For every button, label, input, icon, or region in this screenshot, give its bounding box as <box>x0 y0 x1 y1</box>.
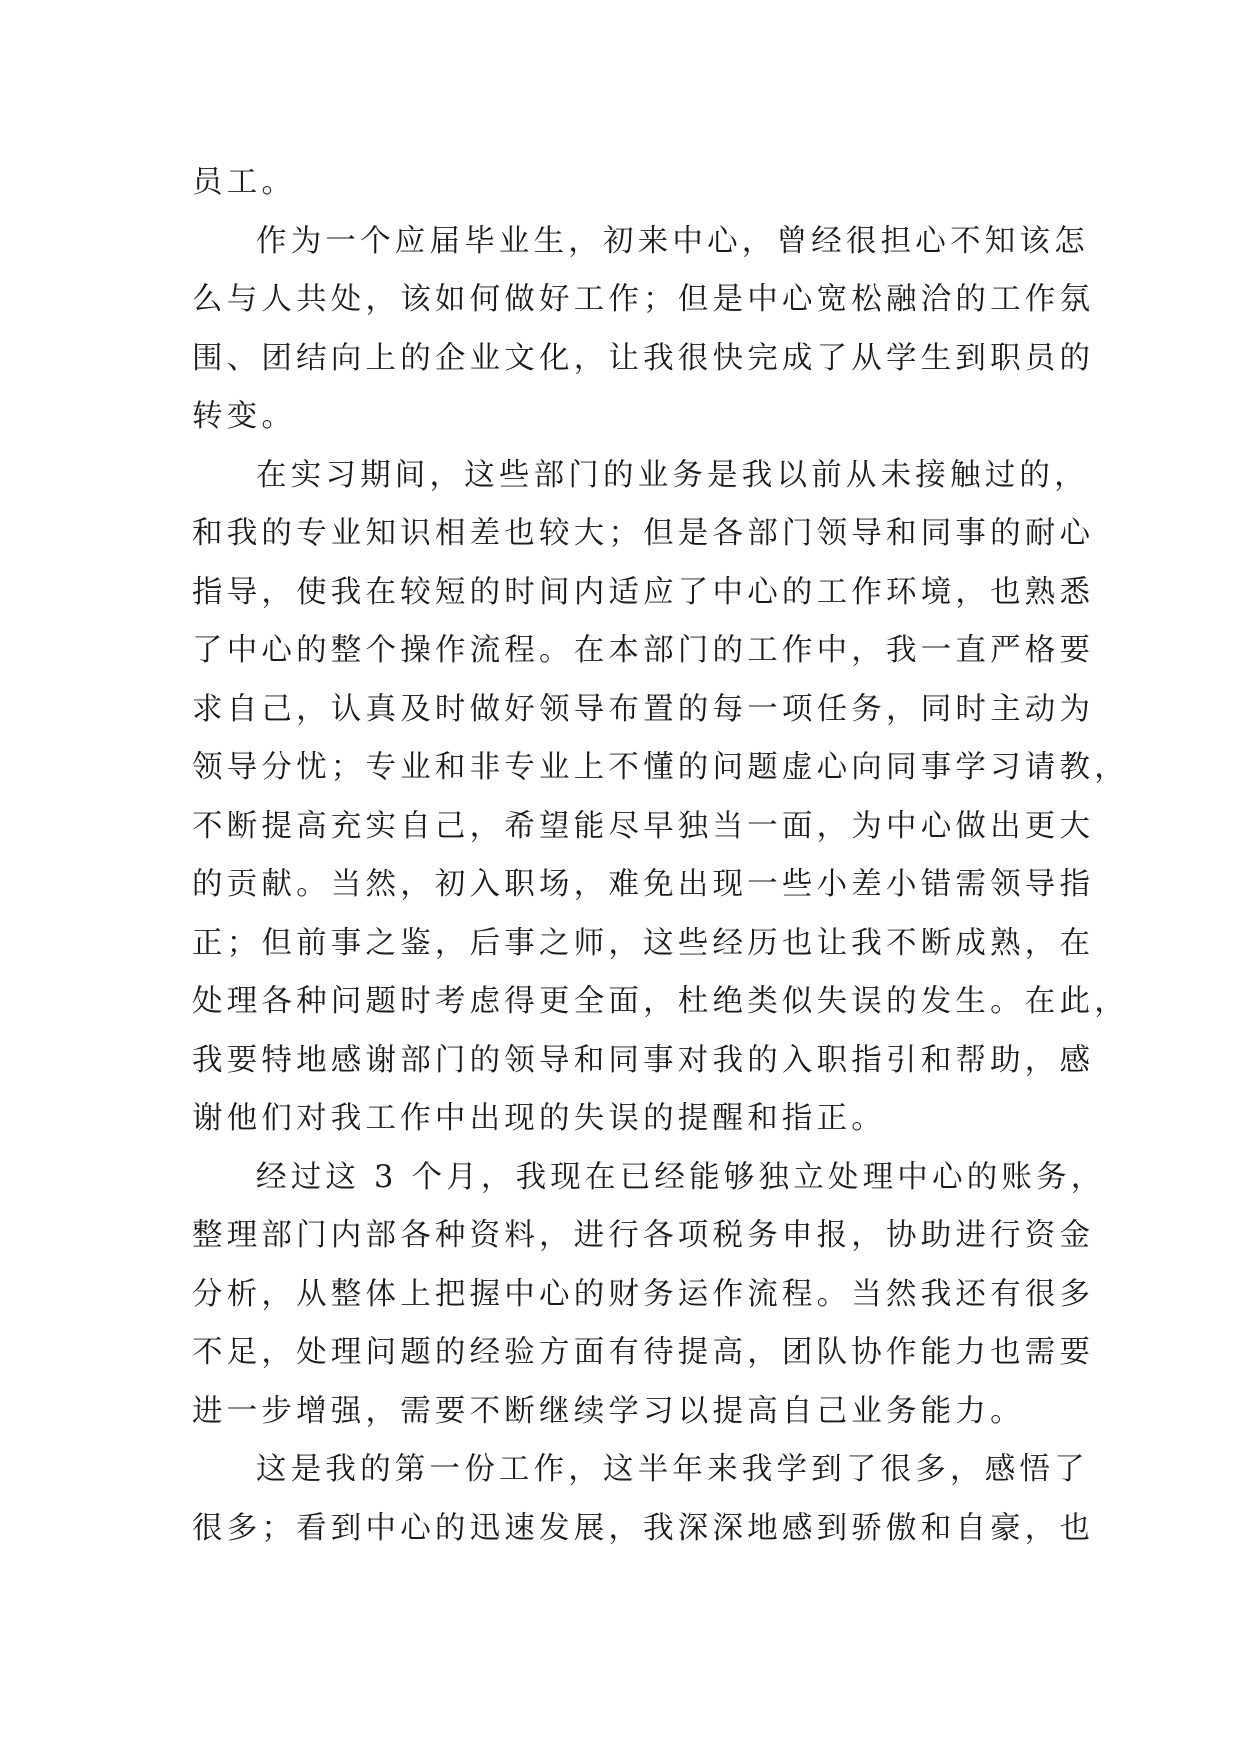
text-line: 谢他们对我工作中出现的失误的提醒和指正。 <box>192 1101 886 1136</box>
text-line: 的贡献。当然，初入职场，难免出现一些小差小错需领导指 <box>192 867 1095 902</box>
text-line: 不足，处理问题的经验方面有待提高，团队协作能力也需要 <box>192 1335 1095 1370</box>
document-body <box>192 154 1129 1558</box>
text-line: 和我的专业知识相差也较大；但是各部门领导和同事的耐心 <box>192 516 1095 551</box>
text-line: 处理各种问题时考虑得更全面，杜绝类似失误的发生。在此， <box>192 984 1129 1019</box>
text-line: 转变。 <box>192 399 297 434</box>
text-line: 正；但前事之鉴，后事之师，这些经历也让我不断成熟，在 <box>192 925 1095 961</box>
text-line: 分析，从整体上把握中心的财务运作流程。当然我还有很多 <box>192 1276 1095 1312</box>
text-line: 指导，使我在较短的时间内适应了中心的工作环境，也熟悉 <box>192 574 1095 610</box>
text-line: 领导分忧；专业和非专业上不懂的问题虚心向同事学习请教， <box>192 750 1129 785</box>
text-line: 这是我的第一份工作，这半年来我学到了很多，感悟了 <box>256 1452 1089 1487</box>
text-line: 在实习期间，这些部门的业务是我以前从未接触过的， <box>256 457 1089 493</box>
text-line: 员工。 <box>192 165 297 200</box>
text-line: 么与人共处，该如何做好工作；但是中心宽松融洽的工作氛 <box>192 282 1095 317</box>
text-line: 围、团结向上的企业文化，让我很快完成了从学生到职员的 <box>192 340 1095 376</box>
text-line: 很多；看到中心的迅速发展，我深深地感到骄傲和自豪，也 <box>192 1510 1095 1546</box>
text-line: 不断提高充实自己，希望能尽早独当一面，为中心做出更大 <box>192 808 1095 844</box>
text-line: 了中心的整个操作流程。在本部门的工作中，我一直严格要 <box>192 633 1095 668</box>
text-line: 作为一个应届毕业生，初来中心，曾经很担心不知该怎 <box>256 223 1089 259</box>
text-line: 我要特地感谢部门的领导和同事对我的入职指引和帮助，感 <box>192 1042 1095 1078</box>
text-line: 求自己，认真及时做好领导布置的每一项任务，同时主动为 <box>192 691 1095 727</box>
text-line: 整理部门内部各种资料，进行各项税务申报，协助进行资金 <box>192 1218 1095 1253</box>
text-line: 经过这 3 个月，我现在已经能够独立处理中心的账务， <box>256 1159 1106 1195</box>
text-line: 进一步增强，需要不断继续学习以提高自己业务能力。 <box>192 1393 1025 1429</box>
